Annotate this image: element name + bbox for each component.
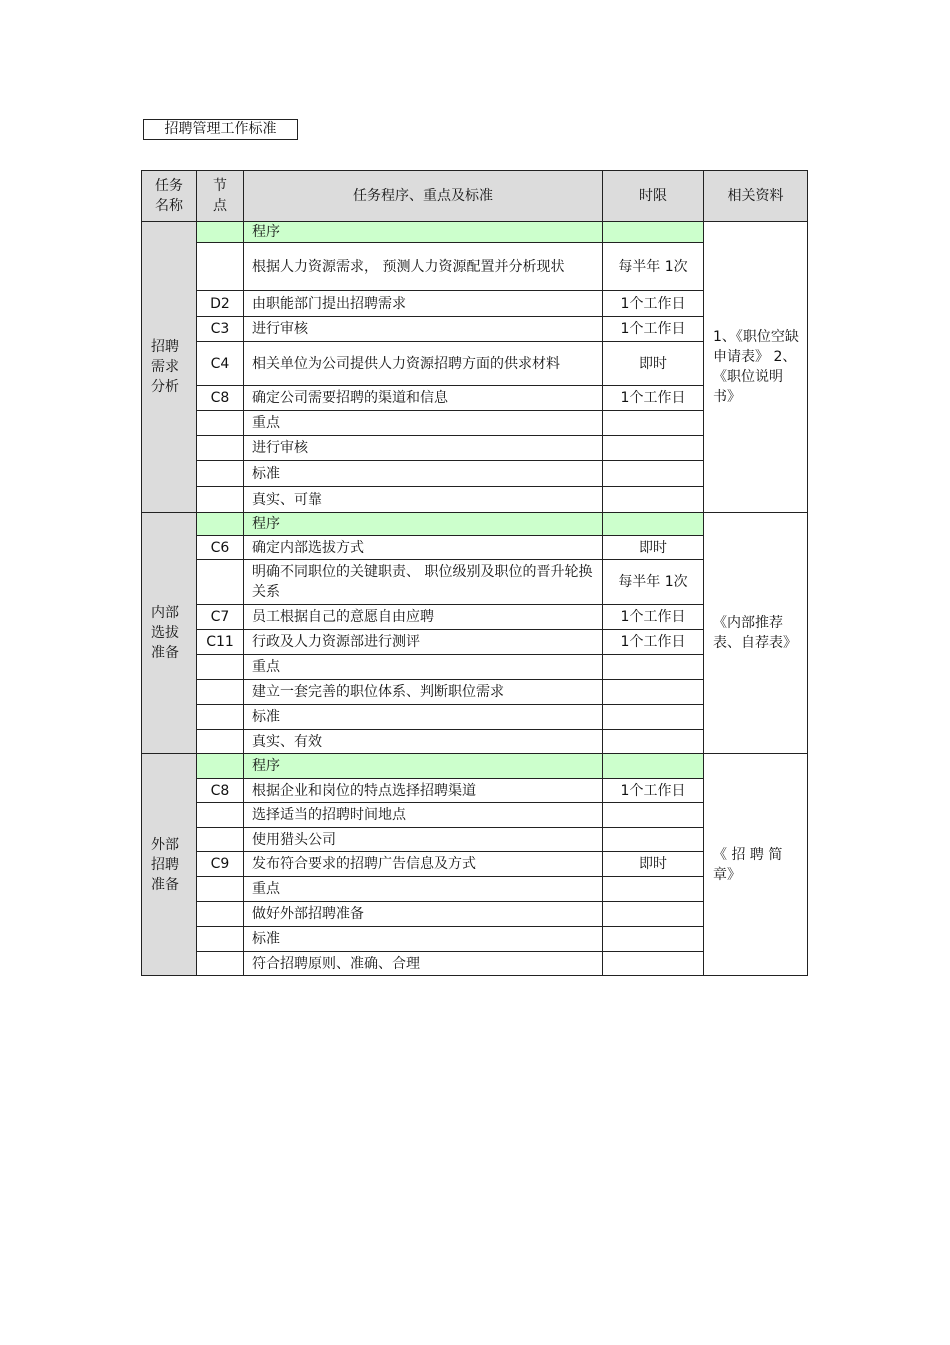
procedure-text: 标准 [244, 927, 603, 952]
time-limit: 1个工作日 [603, 630, 704, 655]
procedure-text: 标准 [244, 461, 603, 487]
time-limit: 1个工作日 [603, 386, 704, 411]
procedure-text: 根据人力资源需求， 预测人力资源配置并分析现状 [244, 243, 603, 291]
time-limit: 1个工作日 [603, 779, 704, 803]
node-code: C11 [197, 630, 244, 655]
time-limit [603, 461, 704, 487]
table-row [142, 222, 808, 243]
time-limit: 即时 [603, 536, 704, 560]
procedure-text: 由职能部门提出招聘需求 [244, 291, 603, 317]
node-code [197, 927, 244, 952]
node-code [197, 411, 244, 436]
time-limit: 1个工作日 [603, 605, 704, 630]
time-limit [603, 705, 704, 730]
time-limit [603, 754, 704, 779]
node-code: C4 [197, 342, 244, 386]
section-name-text: 内部选拔准备 [151, 605, 179, 661]
header-references: 相关资料 [704, 171, 808, 222]
node-code: C8 [197, 779, 244, 803]
node-code [197, 243, 244, 291]
procedure-text: 进行审核 [244, 317, 603, 342]
node-code: C8 [197, 386, 244, 411]
procedure-text: 真实、可靠 [244, 487, 603, 513]
section-references: 1、《职位空缺申请表》 2、《职位说明书》 [704, 222, 808, 513]
section-name [142, 754, 197, 976]
time-limit [603, 803, 704, 828]
header-task-name: 任务名称 [142, 171, 197, 222]
time-limit: 1个工作日 [603, 291, 704, 317]
procedure-text: 程序 [244, 754, 603, 779]
node-code [197, 902, 244, 927]
node-code [197, 705, 244, 730]
section-name [142, 222, 197, 513]
procedure-text: 重点 [244, 877, 603, 902]
procedure-text: 明确不同职位的关键职责、 职位级别及职位的晋升轮换关系 [244, 560, 603, 605]
node-code [197, 754, 244, 779]
procedure-text: 真实、有效 [244, 730, 603, 754]
section-name-text: 外部招聘准备 [151, 836, 179, 893]
node-code [197, 655, 244, 680]
procedure-text: 使用猎头公司 [244, 828, 603, 852]
procedure-text: 选择适当的招聘时间地点 [244, 803, 603, 828]
table-row [142, 754, 808, 779]
procedure-text: 根据企业和岗位的特点选择招聘渠道 [244, 779, 603, 803]
table-row [142, 513, 808, 536]
procedure-text: 重点 [244, 411, 603, 436]
node-code [197, 828, 244, 852]
time-limit [603, 513, 704, 536]
node-code [197, 222, 244, 243]
header-time-limit: 时限 [603, 171, 704, 222]
header-procedure: 任务程序、重点及标准 [244, 171, 603, 222]
time-limit [603, 877, 704, 902]
time-limit: 每半年 1次 [603, 560, 704, 605]
time-limit [603, 828, 704, 852]
procedure-text: 重点 [244, 655, 603, 680]
procedure-text: 进行审核 [244, 436, 603, 461]
node-code: C6 [197, 536, 244, 560]
header-node: 节点 [197, 171, 244, 222]
time-limit [603, 222, 704, 243]
procedure-text: 发布符合要求的招聘广告信息及方式 [244, 852, 603, 877]
procedure-text: 做好外部招聘准备 [244, 902, 603, 927]
section-name-text: 招聘需求分析 [151, 339, 179, 395]
time-limit: 即时 [603, 852, 704, 877]
node-code [197, 803, 244, 828]
procedure-text: 建立一套完善的职位体系、判断职位需求 [244, 680, 603, 705]
node-code [197, 680, 244, 705]
time-limit [603, 655, 704, 680]
procedure-text: 确定内部选拔方式 [244, 536, 603, 560]
section-name [142, 513, 197, 754]
time-limit: 1个工作日 [603, 317, 704, 342]
node-code [197, 513, 244, 536]
recruitment-standards-table [141, 170, 808, 976]
node-code: C3 [197, 317, 244, 342]
time-limit [603, 680, 704, 705]
node-code [197, 877, 244, 902]
procedure-text: 员工根据自己的意愿自由应聘 [244, 605, 603, 630]
procedure-text: 行政及人力资源部进行测评 [244, 630, 603, 655]
procedure-text: 相关单位为公司提供人力资源招聘方面的供求材料 [244, 342, 603, 386]
procedure-text: 程序 [244, 222, 603, 243]
node-code [197, 461, 244, 487]
time-limit [603, 411, 704, 436]
procedure-text: 标准 [244, 705, 603, 730]
time-limit [603, 436, 704, 461]
time-limit [603, 927, 704, 952]
node-code: C9 [197, 852, 244, 877]
node-code: D2 [197, 291, 244, 317]
time-limit [603, 730, 704, 754]
node-code [197, 730, 244, 754]
node-code [197, 487, 244, 513]
node-code [197, 952, 244, 976]
procedure-text: 确定公司需要招聘的渠道和信息 [244, 386, 603, 411]
node-code: C7 [197, 605, 244, 630]
section-references: 《内部推荐表、自荐表》 [704, 513, 808, 754]
time-limit [603, 902, 704, 927]
section-references: 《 招 聘 简 章》 [704, 754, 808, 976]
time-limit: 即时 [603, 342, 704, 386]
time-limit [603, 487, 704, 513]
time-limit: 每半年 1次 [603, 243, 704, 291]
procedure-text: 符合招聘原则、准确、合理 [244, 952, 603, 976]
procedure-text: 程序 [244, 513, 603, 536]
header-row [142, 171, 808, 222]
node-code [197, 560, 244, 605]
node-code [197, 436, 244, 461]
time-limit [603, 952, 704, 976]
document-title: 招聘管理工作标准 [143, 119, 298, 140]
